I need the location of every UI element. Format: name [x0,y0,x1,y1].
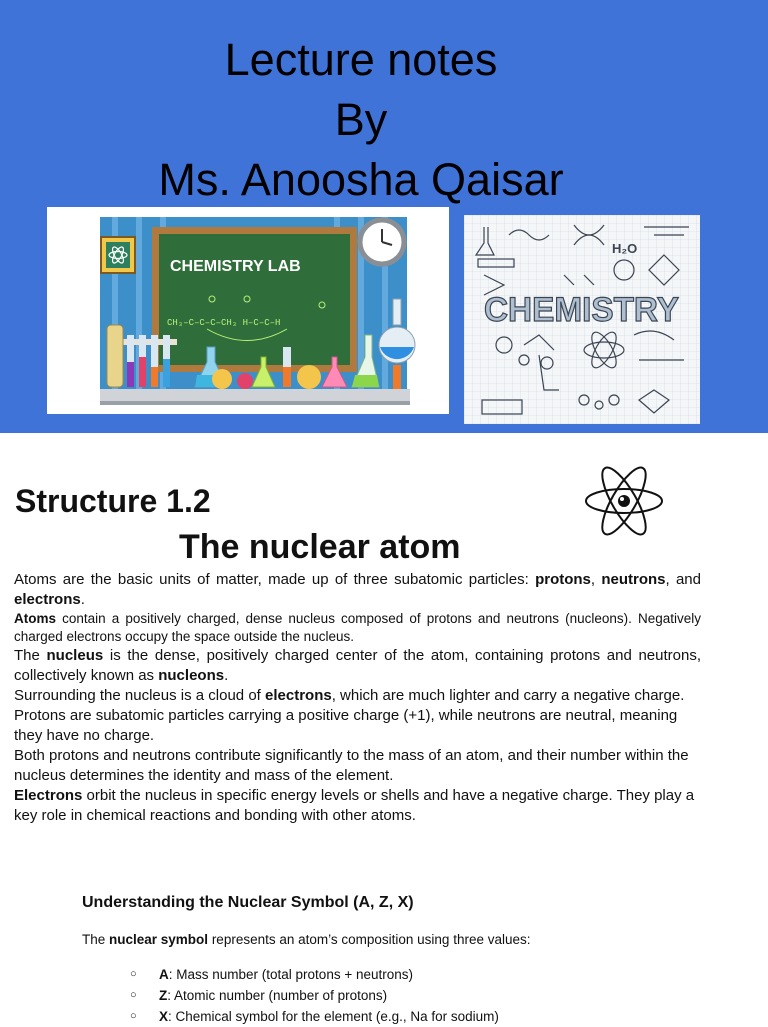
text: orbit the nucleus in specific energy levels or shells and have a negative charge. They play a key role in chemical reactions and bonding with other atoms. [14,787,695,824]
chemistry-doodle-illustration [464,215,700,424]
text: . [80,591,85,608]
bold-term: electrons [14,591,81,608]
text: contain a positively charged, dense nucleus composed of protons and neutrons (nucleons). Negatively charged electrons occupy the space outside the nucleus. [14,611,701,644]
paragraph-1 [14,570,701,610]
text: . [224,667,229,684]
bullet-icon: ○ [130,1010,137,1022]
title-line-2: By [334,94,388,145]
lecture-title [0,30,722,210]
title-line-3: Ms. Anoosha Qaisar [158,154,564,205]
body-text [14,570,701,826]
text: The [14,647,47,664]
section-subheading: The nuclear atom [179,528,461,566]
board-title: CHEMISTRY LAB [170,258,301,275]
text: Atoms are the basic units of matter, made up of three subatomic particles: [14,571,536,588]
text: The [82,932,110,947]
nuclear-symbol-list [130,964,499,1027]
paragraph-6: Both protons and neutrons contribute significantly to the mass of an atom, and their number within the nucleus determines the identity and mass of the element. [14,747,689,784]
bold-term: protons [535,571,591,588]
bold-term: nucleus [46,647,104,664]
section-heading: Structure 1.2 [15,483,211,519]
nuclear-symbol-heading: Understanding the Nuclear Symbol (A, Z, X) [82,894,414,911]
doodle-formula: H₂O [612,241,638,256]
list-key: X [159,1009,169,1024]
title-banner [0,0,768,433]
text: , [590,571,602,588]
nuclear-symbol-intro [82,932,531,947]
bullet-icon: ○ [130,989,137,1001]
paragraph-7 [14,786,701,826]
board-formula: CH₃–C–C–C–CH₃ H–C–C–H [167,318,281,328]
paragraph-5: Protons are subatomic particles carrying a positive charge (+1), while neutrons are neutral, meaning they have no charge. [14,707,678,744]
bold-term: nuclear symbol [109,932,209,947]
list-item [130,985,499,1006]
list-item [130,964,499,985]
atom-icon [582,455,666,545]
paragraph-3 [14,646,701,686]
paragraph-2 [14,610,701,646]
text: represents an atom’s composition using three values: [208,932,531,947]
text: , and [665,571,701,588]
chemistry-lab-illustration [47,207,449,414]
paragraph-4 [14,686,701,706]
list-text: : Atomic number (number of protons) [167,988,388,1003]
text: , which are much lighter and carry a negative charge. [331,687,685,704]
list-text: : Mass number (total protons + neutrons) [168,967,413,982]
bold-term: Atoms [14,611,57,626]
bold-term: neutrons [601,571,666,588]
list-key: Z [159,988,168,1003]
list-key: A [159,967,169,982]
list-text: : Chemical symbol for the element (e.g., Na for sodium) [168,1009,499,1024]
title-line-1: Lecture notes [224,34,498,85]
bullet-icon: ○ [130,968,137,980]
bold-term: nucleons [158,667,225,684]
doodle-word: CHEMISTRY [484,291,680,329]
bold-term: Electrons [14,787,83,804]
text: Surrounding the nucleus is a cloud of [14,687,265,704]
text: is the dense, positively charged center of the atom, containing protons and neutrons, collectively known as [14,647,701,684]
bold-term: electrons [265,687,332,704]
